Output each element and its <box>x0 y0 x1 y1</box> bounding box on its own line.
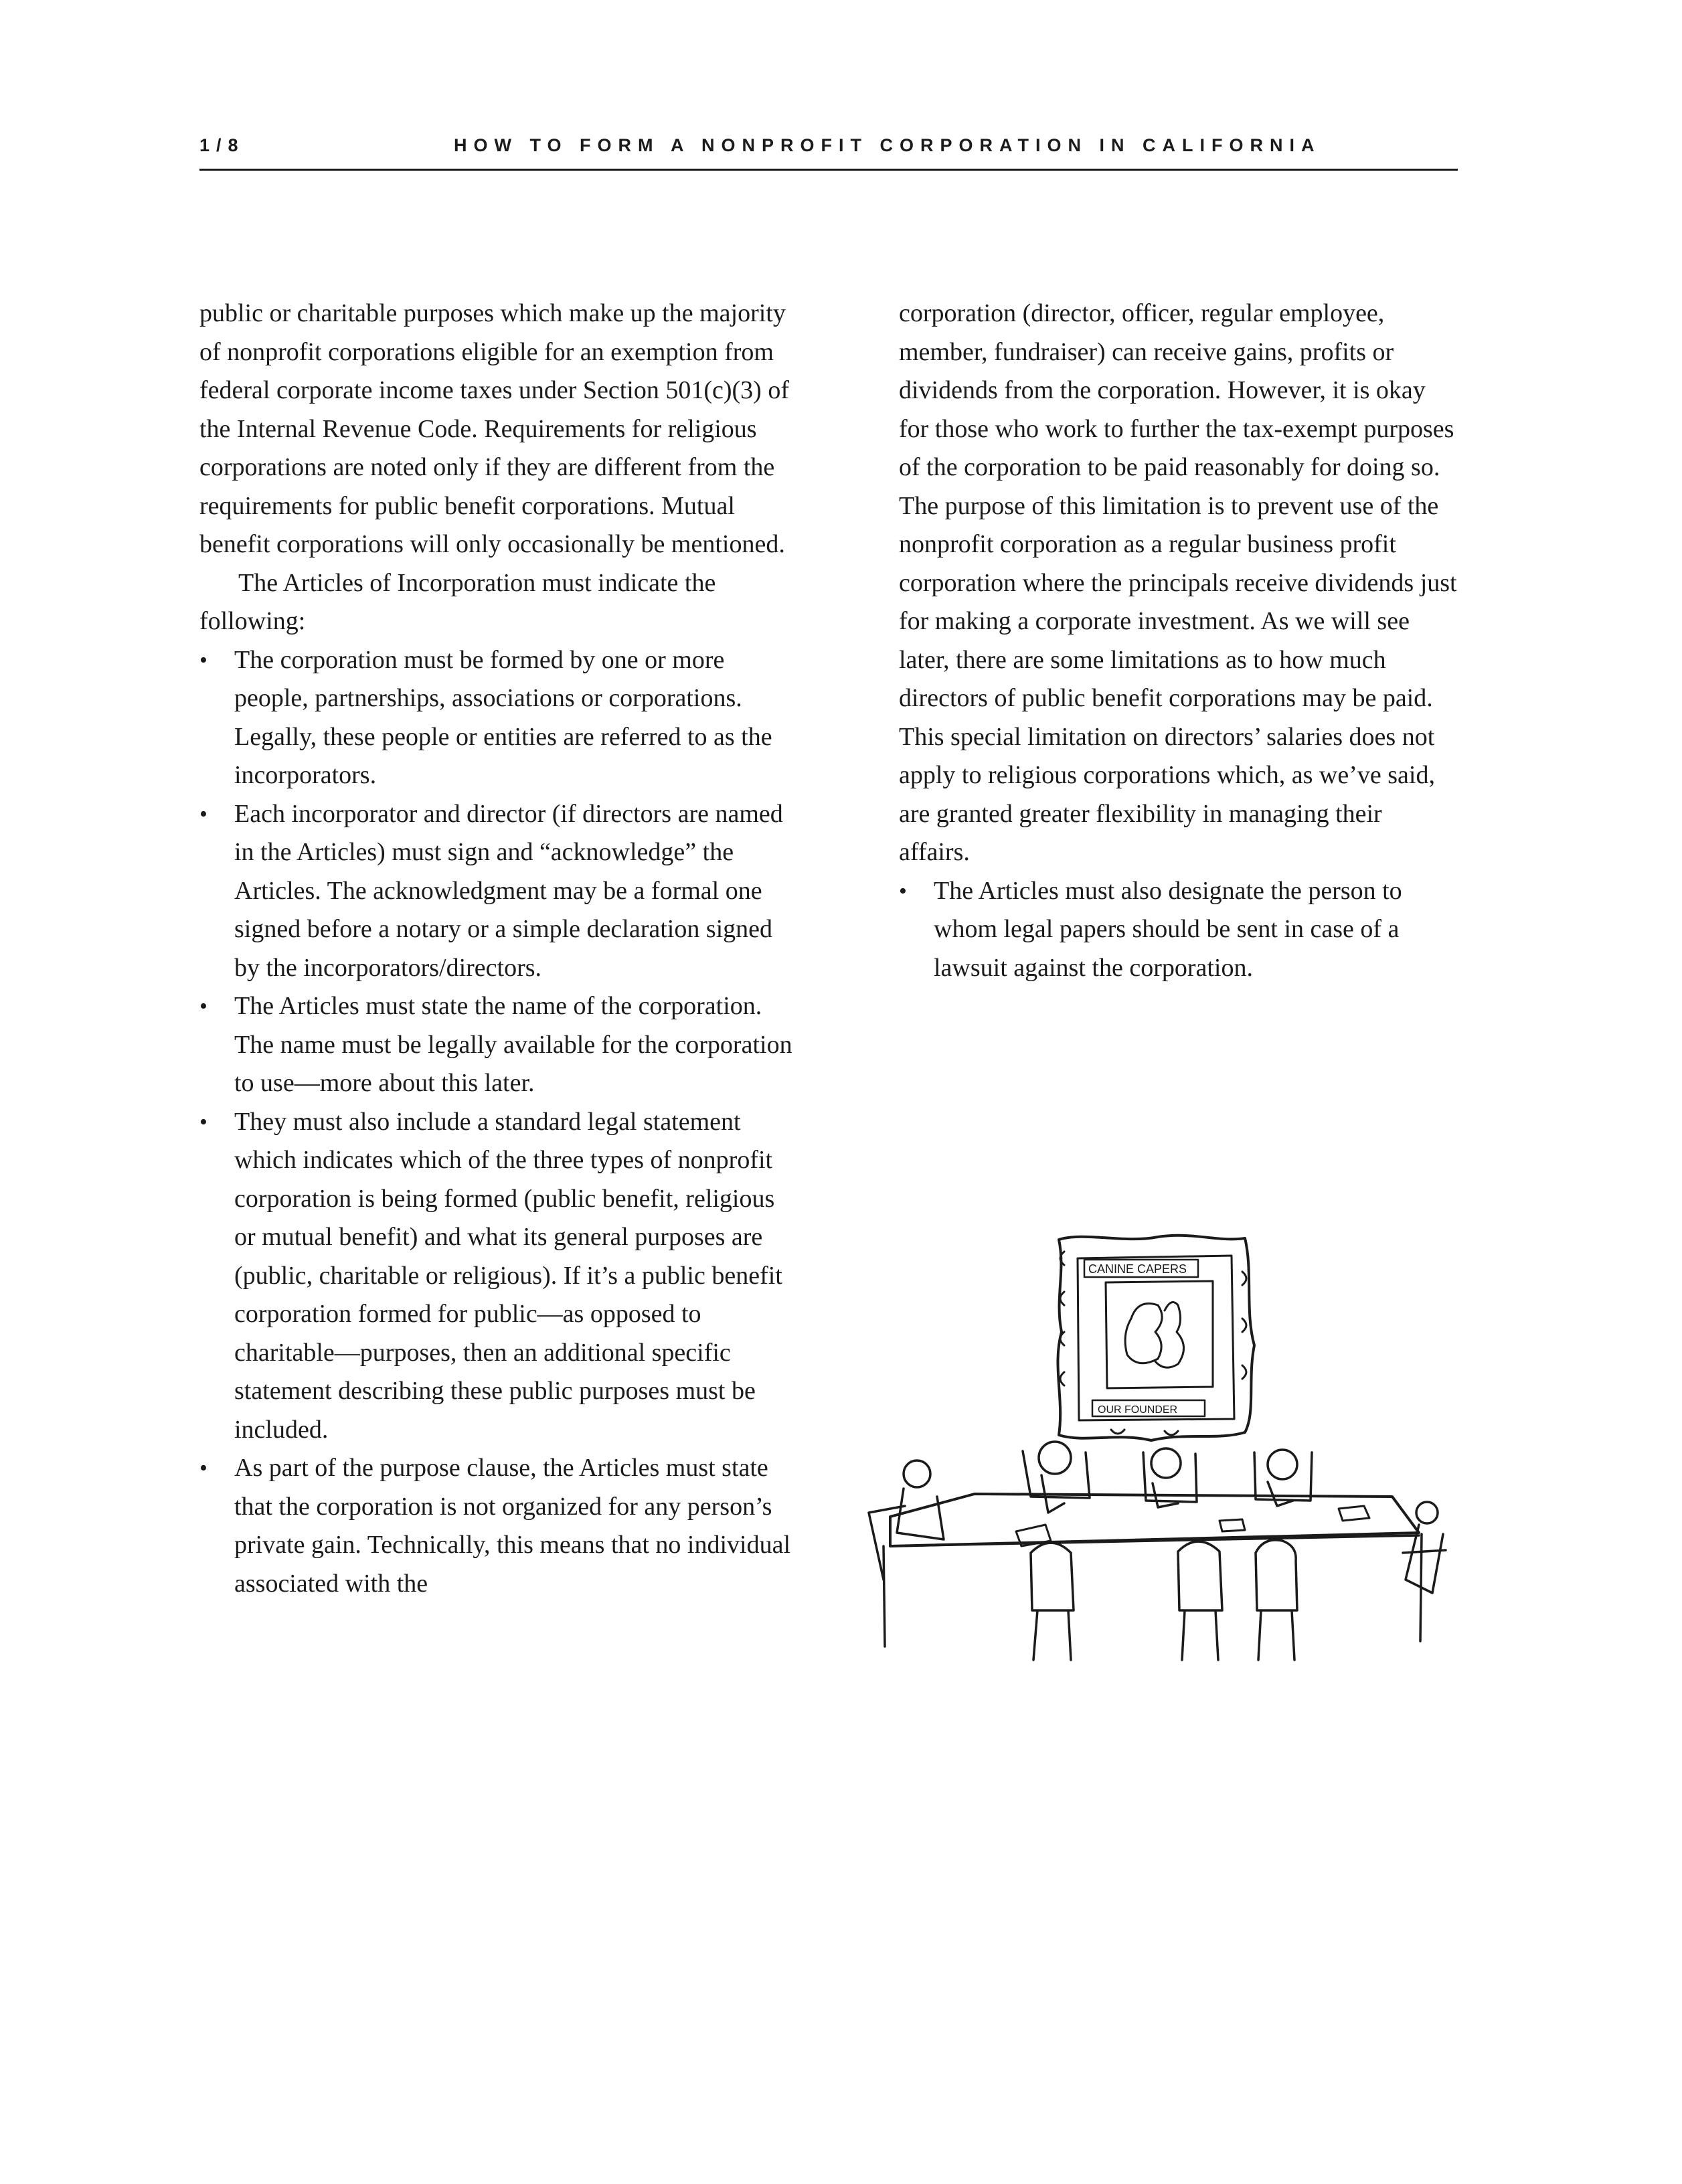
page-number: 1/8 <box>199 135 245 155</box>
list-item: • Each incorporator and director (if directors are named in the Articles) must sign and “acknowledge” the Articles. The acknowledgment may be a formal one signed before a notary or a simple declaration signed by the incorporators/directors. <box>199 795 795 988</box>
list-item: • As part of the purpose clause, the Articles must state that the corporation is not organized for any person’s private gain. Technically, this means that no individual associated with the <box>199 1449 795 1603</box>
portrait-plaque-bottom: OUR FOUNDER <box>1098 1404 1178 1416</box>
running-head <box>199 131 1458 171</box>
right-column <box>899 295 1458 987</box>
list-item: • They must also include a standard legal statement which indicates which of the three types of nonprofit corporation is being formed (public benefit, religious or mutual benefit) and what its general purposes are (public, charitable or religious). If it’s a public benefit corporation formed for public—as opposed to charitable—purposes, then an additional specific statement describing these public purposes must be included. <box>199 1103 795 1450</box>
book-title: HOW TO FORM A NONPROFIT CORPORATION IN CALIFORNIA <box>454 135 1321 155</box>
left-column <box>199 295 795 1603</box>
boardroom-cartoon <box>843 1232 1466 1727</box>
requirements-list <box>199 641 795 1604</box>
conference-table <box>884 1494 1422 1647</box>
list-item: • The Articles must also designate the person to whom legal papers should be sent in case of a lawsuit against the corporation. <box>899 872 1458 988</box>
portrait-plaque-top: CANINE CAPERS <box>1088 1262 1187 1276</box>
list-item: • The corporation must be formed by one or more people, partnerships, associations or corporations. Legally, these people or entities are referred to as the incorporators. <box>199 641 795 795</box>
cartoon-drawing <box>843 1232 1466 1727</box>
articles-intro: The Articles of Incorporation must indicate the following: <box>199 568 716 635</box>
list-item: • The Articles must state the name of the corporation. The name must be legally available for the corporation to use—more about this later. <box>199 987 795 1103</box>
intro-paragraph: public or charitable purposes which make up the majority of nonprofit corporations eligible for an exemption from federal corporate income taxes under Section 501(c)(3) of the Internal Revenue Code. Requirements for religious corporations are noted only if they are different from the requirements for public benefit corporations. Mutual benefit corporations will only occasionally be mentioned. <box>199 299 789 558</box>
founder-portrait <box>1058 1236 1254 1440</box>
continuation-paragraph: corporation (director, officer, regular employee, member, fundraiser) can receive gains, profits or dividends from the corporation. However, it is okay for those who work to further the tax-exempt purposes of the corporation to be paid reasonably for doing so. The purpose of this limitation is to prevent use of the nonprofit corporation as a regular business profit corporation where the principals receive dividends just for making a corporate investment. As we will see later, there are some limitations as to how much directors of public benefit corporations may be paid. This special limitation on directors’ salaries does not apply to religious corporations which, as we’ve said, are granted greater flexibility in managing their affairs. <box>899 299 1457 866</box>
requirements-list-continued <box>899 872 1458 988</box>
board-members <box>869 1442 1446 1660</box>
